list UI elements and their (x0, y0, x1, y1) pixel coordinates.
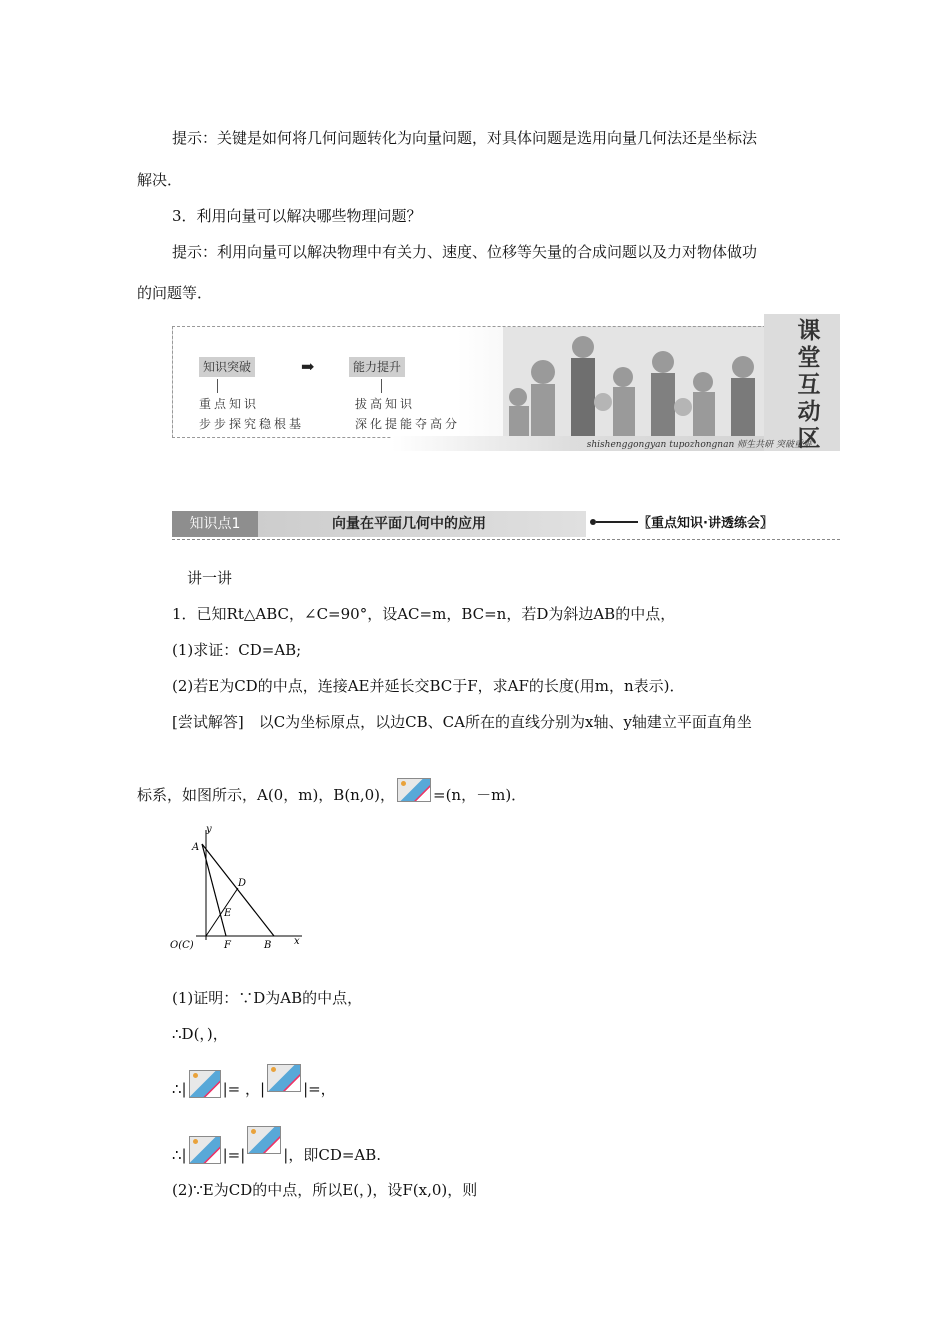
proof-line-4 (172, 1126, 381, 1165)
hint-paragraph-1-cont: 解决． (137, 171, 183, 189)
vector-image-icon (189, 1070, 221, 1098)
point-d-label: D (238, 878, 247, 889)
coordinate-text-b: =(n，－m)． (433, 786, 527, 804)
proof-line-5: (2)∵E为CD的中点，所以E(，)，设F(x,0)，则 (172, 1181, 478, 1199)
proof-3-text-b: |= ，| (222, 1080, 266, 1098)
proof-line-1: (1)证明：∵D为AB的中点， (172, 989, 363, 1007)
attempt-solution: [尝试解答] 以C为坐标原点，以边CB、CA所在的直线分别为x轴、y轴建立平面直角坐 (172, 713, 752, 731)
banner-side-panel (764, 314, 840, 451)
proof-4-text-c: |，即CD=AB. (283, 1146, 382, 1164)
vector-image-icon (247, 1126, 281, 1154)
point-f-label: F (224, 940, 231, 951)
problem-1: 1．已知Rt△ABC，∠C=90°，设AC=m，BC=n，若D为斜边AB的中点， (172, 605, 676, 623)
point-b-label: B (264, 940, 272, 951)
point-e-label: E (224, 908, 232, 919)
coordinate-text-a: 标系，如图所示，A(0，m)，B(n,0)， (137, 786, 396, 804)
banner-text-key-knowledge: 重点知识 (199, 397, 260, 411)
lecture-heading: 讲一讲 (187, 569, 233, 587)
hint-paragraph-1: 提示：关键是如何将几何问题转化为向量问题，对具体问题是选用向量几何法还是坐标法 (172, 129, 758, 147)
proof-3-text-c: |=， (303, 1080, 336, 1098)
proof-line-3 (172, 1064, 336, 1099)
connector-line-1 (217, 379, 218, 393)
hint-paragraph-2-cont: 的问题等． (137, 284, 213, 302)
geometry-figure (168, 822, 308, 952)
problem-1-part-2: (2)若E为CD的中点，连接AE并延长交BC于F，求AF的长度(用m，n表示)． (172, 677, 685, 695)
section-title: 向量在平面几何中的应用 (332, 516, 486, 532)
point-a-label: A (192, 842, 200, 853)
section-label: 知识点1 (172, 511, 258, 537)
connector-line-2 (381, 379, 382, 393)
tag-ability-improvement: 能力提升 (349, 357, 405, 377)
hint-paragraph-2: 提示：利用向量可以解决物理中有关力、速度、位移等矢量的合成问题以及力对物体做功 (172, 243, 758, 261)
dash-line (596, 521, 638, 523)
banner-frame (172, 326, 766, 438)
coordinate-diagram (168, 822, 308, 952)
proof-4-text-b: |=| (222, 1146, 246, 1164)
point-o-label: O(C) (170, 940, 194, 951)
classroom-interaction-banner (172, 314, 840, 451)
question-3: 3．利用向量可以解决哪些物理问题？ (172, 207, 422, 225)
proof-4-text-a: ∴| (172, 1146, 187, 1164)
arrow-right-icon: ➡ (301, 357, 315, 376)
section-header (172, 511, 840, 539)
banner-text-deepen: 深化提能夺高分 (355, 417, 461, 431)
banner-text-advanced-knowledge: 拔高知识 (355, 397, 416, 411)
axis-y-label: y (206, 824, 212, 835)
vector-image-icon (189, 1136, 221, 1164)
section-tagline (590, 511, 773, 537)
crowd-photo (503, 327, 765, 437)
tag-knowledge-breakthrough: 知识突破 (199, 357, 255, 377)
section-tagline-text: 〖重点知识·讲透练会〗 (638, 516, 773, 531)
banner-slogan: shishenggongyan tupozhongnan 师生共研 突破重难 (586, 440, 812, 450)
proof-line-2: ∴D(，)， (172, 1025, 228, 1043)
axis-x-label: x (294, 936, 300, 947)
banner-side-title: 课堂互动区 (797, 318, 821, 452)
vector-image-icon (397, 778, 431, 802)
banner-text-step-by-step: 步步探究稳根基 (199, 417, 305, 431)
vector-image-icon (267, 1064, 301, 1092)
problem-1-part-1: (1)求证：CD=AB; (172, 641, 302, 659)
proof-3-text-a: ∴| (172, 1080, 187, 1098)
section-divider (172, 539, 840, 540)
coordinate-line (137, 778, 526, 805)
